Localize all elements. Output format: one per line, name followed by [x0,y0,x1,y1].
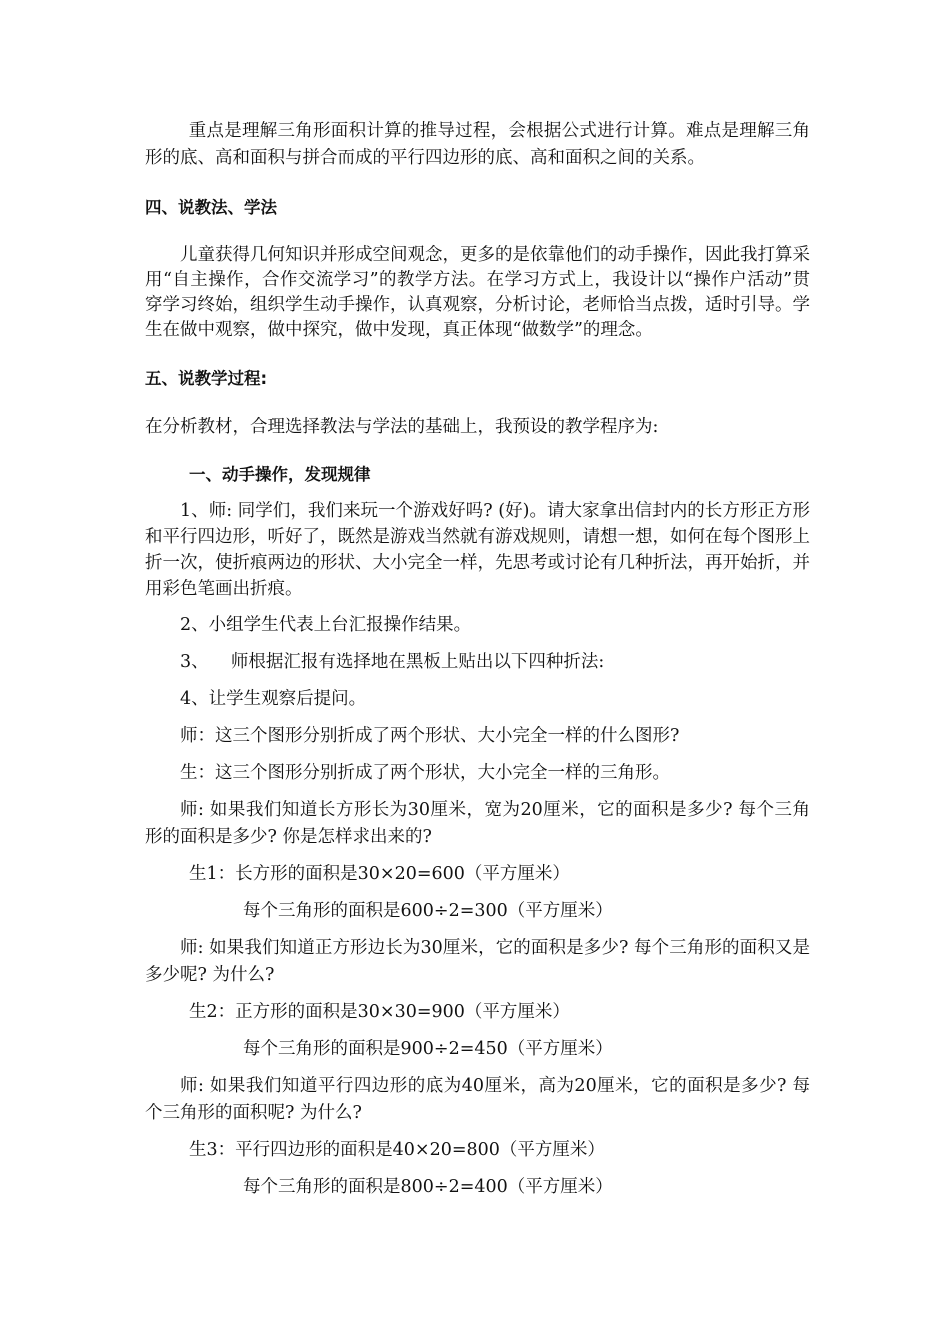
student-answer-3-line-2: 每个三角形的面积是900÷2=450（平方厘米） [243,1039,613,1059]
teacher-question-1: 师：这三个图形分别折成了两个形状、大小完全一样的什么图形? [180,726,680,746]
section-heading-methods: 四、说教法、学法 [145,198,277,217]
teacher-question-4: 师: 如果我们知道平行四边形的底为40厘米，高为20厘米，它的面积是多少? 每个三角形的面积呢? 为什么? [145,1076,810,1123]
student-answer-3-line-1: 生2：正方形的面积是30×30=900（平方厘米） [189,1002,570,1022]
step-2: 2、小组学生代表上台汇报操作结果。 [180,615,472,635]
student-answer-2-line-1: 生1：长方形的面积是30×20=600（平方厘米） [189,864,570,884]
step-1: 1、师: 同学们，我们来玩一个游戏好吗? (好)。请大家拿出信封内的长方形正方形和平行四边形，听好了，既然是游戏当然就有游戏规则，请想一想，如何在每个图形上折一次，使折痕两边的形状、大小完全一样，先思考或讨论有几种折法，再开始折，并用彩色笔画出折痕。 [145,501,810,599]
sub-heading-operation: 一、动手操作，发现规律 [189,465,371,484]
step-3: 3、 师根据汇报有选择地在黑板上贴出以下四种折法: [180,652,605,672]
methods-paragraph: 儿童获得几何知识并形成空间观念，更多的是依靠他们的动手操作，因此我打算采用“自主操作，合作交流学习”的教学方法。在学习方式上，我设计以“操作户活动”贯穿学习终始，组织学生动手操作，认真观察，分析讨论，老师恰当点拨，适时引导。学生在做中观察，做中探究，做中发现，真正体现“做数学”的理念。 [145,245,810,340]
student-answer-4-line-2: 每个三角形的面积是800÷2=400（平方厘米） [243,1177,613,1197]
process-intro: 在分析教材，合理选择教法与学法的基础上，我预设的教学程序为: [145,417,659,437]
teacher-question-3: 师: 如果我们知道正方形边长为30厘米，它的面积是多少? 每个三角形的面积又是多少呢? 为什么? [145,938,810,985]
student-answer-1: 生：这三个图形分别折成了两个形状，大小完全一样的三角形。 [180,763,670,783]
student-answer-2-line-2: 每个三角形的面积是600÷2=300（平方厘米） [243,901,613,921]
document-body [145,118,810,1201]
step-4: 4、让学生观察后提问。 [180,689,367,709]
teacher-question-2: 师: 如果我们知道长方形长为30厘米，宽为20厘米，它的面积是多少? 每个三角形的面积是多少? 你是怎样求出来的? [145,800,810,847]
section-heading-process: 五、说教学过程: [145,369,268,388]
key-points-paragraph: 重点是理解三角形面积计算的推导过程，会根据公式进行计算。难点是理解三角形的底、高和面积与拼合而成的平行四边形的底、高和面积之间的关系。 [145,121,810,168]
student-answer-4-line-1: 生3：平行四边形的面积是40×20=800（平方厘米） [189,1140,605,1160]
